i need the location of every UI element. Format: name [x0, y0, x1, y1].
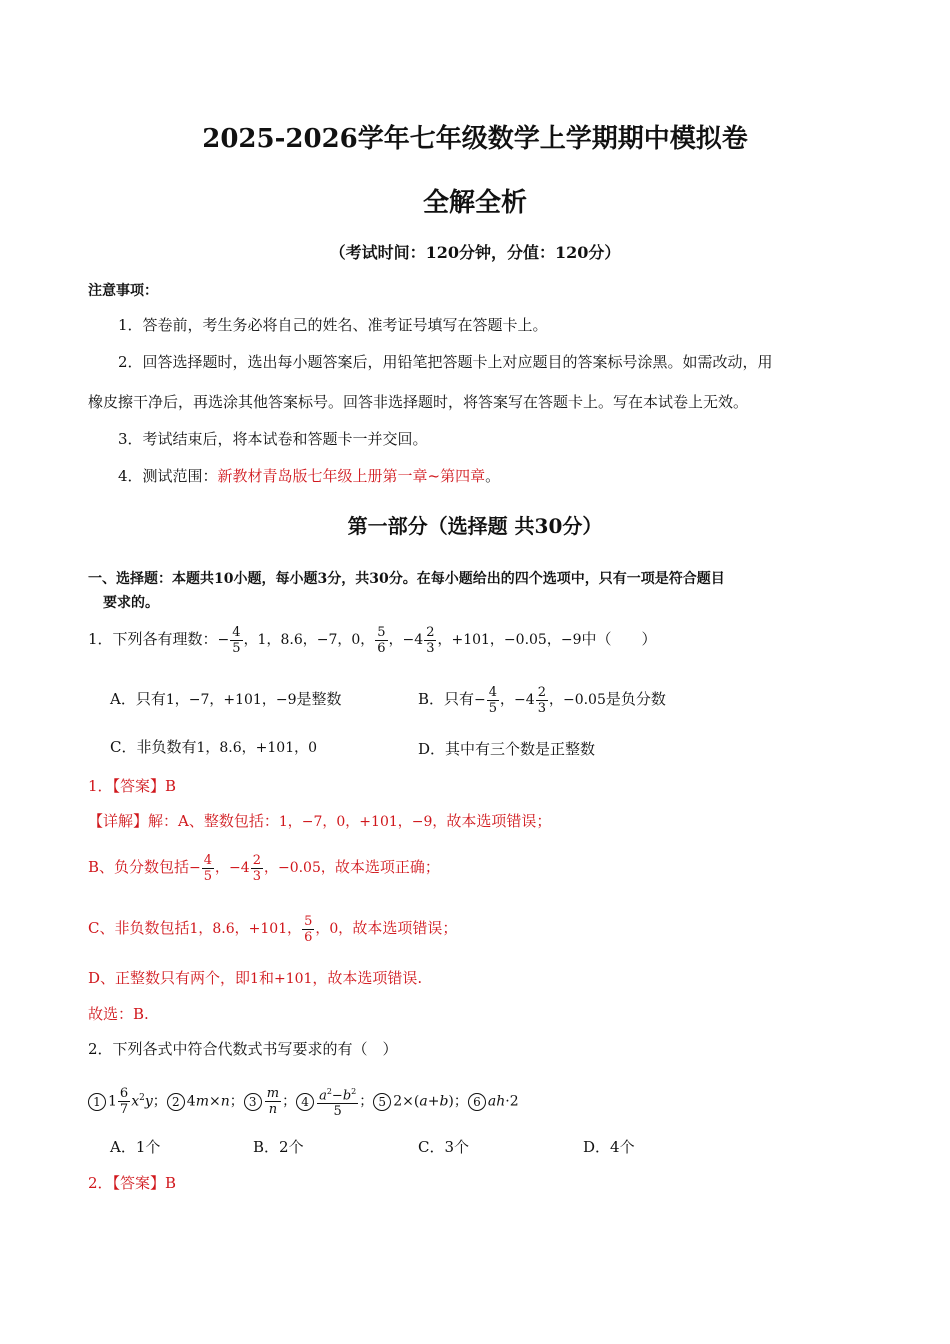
- question-2-answer: 2．【答案】B: [88, 1174, 177, 1192]
- question-1-option-c[interactable]: C．非负数有1，8.6，+101，0: [110, 738, 318, 756]
- notice-item-2b: 橡皮擦干净后，再选涂其他答案标号。回答非选择题时，将答案写在答题卡上。写在本试卷上无效。: [88, 393, 749, 411]
- question-1-option-d[interactable]: D．其中有三个数是正整数: [418, 740, 596, 758]
- exam-info: （考试时间：120分钟，分值：120分）: [329, 243, 621, 262]
- page-title: 2025-2026学年七年级数学上学期期中模拟卷: [202, 124, 748, 154]
- section-instructions-2: 要求的。: [103, 595, 159, 611]
- question-1-detail-a: 【详解】解：A、整数包括：1，−7，0，+101，−9，故本选项错误；: [88, 812, 552, 830]
- question-1-conclusion: 故选：B.: [88, 1005, 149, 1023]
- question-1-detail-d: D、正整数只有两个，即1和+101，故本选项错误.: [88, 969, 423, 987]
- question-1-stem: 1．下列各有理数：− $\frac{4}{5}$ ，1，8.6，−7，0， $\frac{5}{6}$ ，−4 $\frac{2}{3}$ ，+101，−0.05，−9中（ ）: [88, 624, 657, 656]
- part1-heading: 第一部分（选择题 共30分）: [347, 514, 603, 538]
- question-2-option-a[interactable]: A．1个: [110, 1138, 161, 1156]
- question-2-stem: 2．下列各式中符合代数式书写要求的有（ ）: [88, 1040, 398, 1058]
- question-2-option-b[interactable]: B．2个: [253, 1138, 304, 1156]
- question-1-detail-b: B、负分数包括− $\frac{4}{5}$ ，−4 $\frac{2}{3}$ ，−0.05，故本选项正确；: [88, 852, 440, 884]
- question-2-option-c[interactable]: C．3个: [418, 1138, 470, 1156]
- question-1-detail-c: C、非负数包括1，8.6，+101， $\frac{5}{6}$ ，0，故本选项错误；: [88, 913, 458, 945]
- test-range: 新教材青岛版七年级上册第一章~第四章: [217, 467, 486, 485]
- notice-heading: 注意事项：: [88, 283, 158, 299]
- question-1-option-b[interactable]: B．只有− $\frac{4}{5}$ ，−4 $\frac{2}{3}$ ，−0.05是负分数: [418, 684, 666, 716]
- page-subtitle: 全解全析: [422, 188, 527, 218]
- notice-item-1: 1．答卷前，考生务必将自己的姓名、准考证号填写在答题卡上。: [118, 316, 548, 334]
- question-2-expressions: 1 1 $\frac{6}{7}$ $x^2y$； 2 4m×n； 3 $\frac{m}{n}$ ； 4 $\frac{a^2-b^2}{5}$ ； 5 2×(a+b)； 6 ah·2: [88, 1076, 519, 1124]
- question-1-option-a[interactable]: A．只有1，−7，+101，−9是整数: [110, 690, 342, 708]
- section-instructions-1: 一、选择题：本题共10小题，每小题3分，共30分。在每小题给出的四个选项中，只有一项是符合题目: [88, 571, 725, 587]
- question-2-option-d[interactable]: D．4个: [583, 1138, 635, 1156]
- notice-item-4: 4．测试范围：新教材青岛版七年级上册第一章~第四章。: [118, 467, 501, 485]
- notice-item-2a: 2．回答选择题时，选出每小题答案后，用铅笔把答题卡上对应题目的答案标号涂黑。如需改动，用: [118, 353, 773, 371]
- question-1-answer: 1．【答案】B: [88, 777, 177, 795]
- notice-item-3: 3．考试结束后，将本试卷和答题卡一并交回。: [118, 430, 428, 448]
